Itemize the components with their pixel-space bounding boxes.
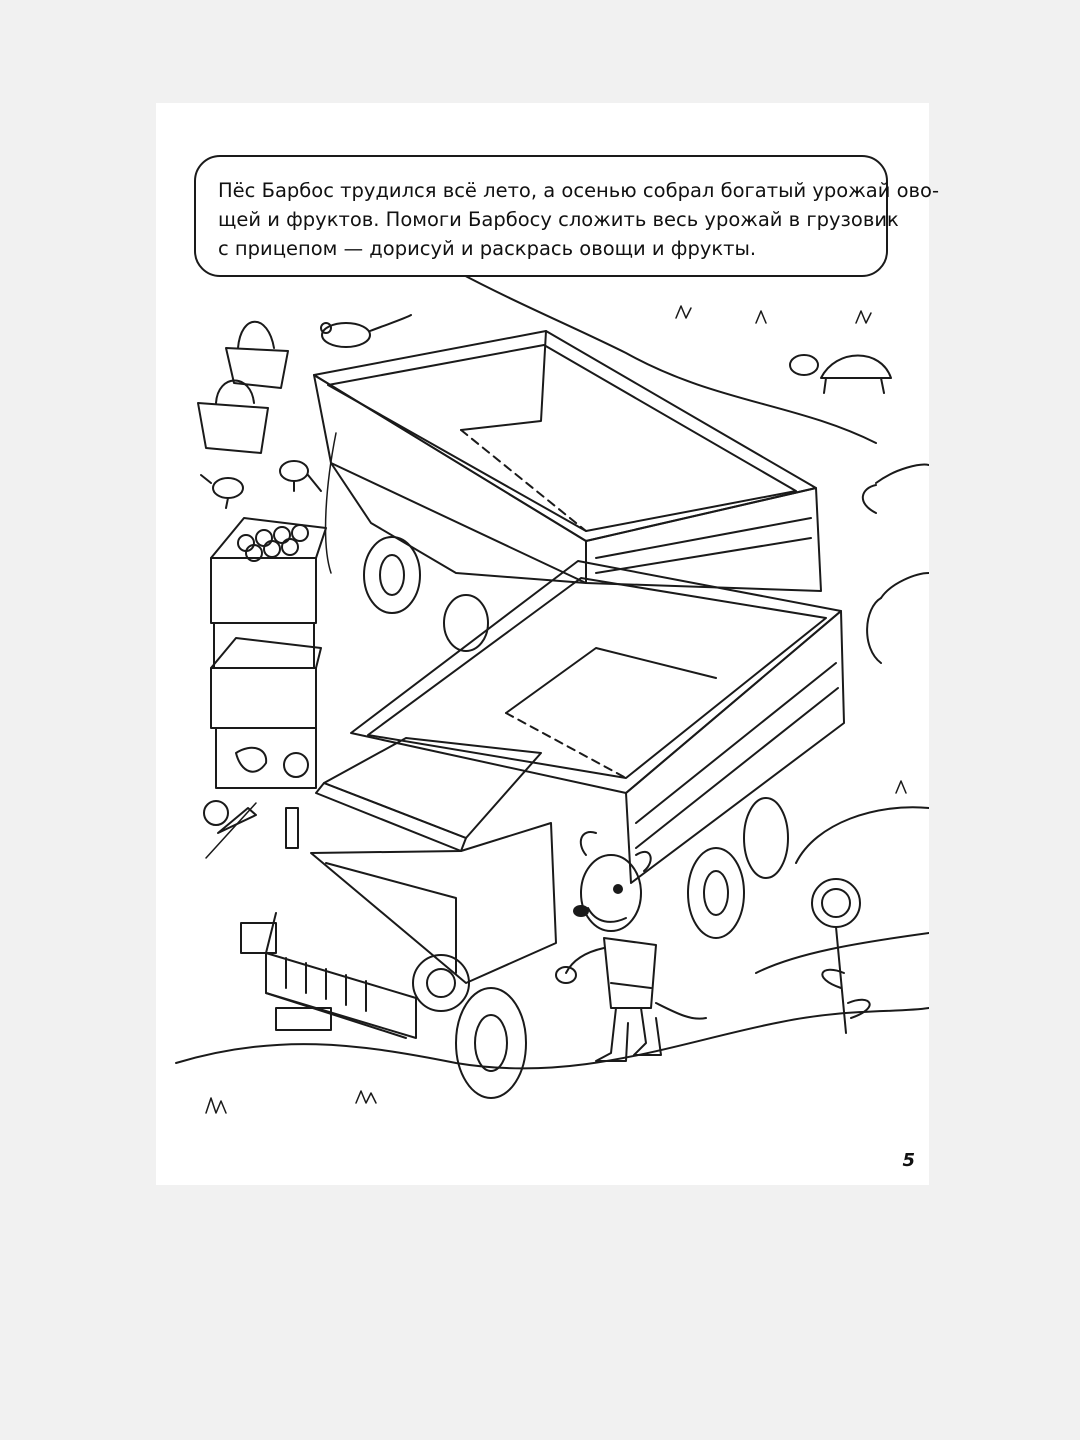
vegetables xyxy=(204,748,308,858)
instruction-line: щей и фруктов. Помоги Барбосу сложить весь урожай в грузовик xyxy=(218,208,899,231)
coloring-book-page xyxy=(156,103,939,1185)
page-number: 5 xyxy=(902,1150,915,1171)
trailer xyxy=(314,331,821,651)
baskets xyxy=(198,322,288,453)
grass-tufts xyxy=(206,306,906,1113)
instruction-bubble xyxy=(194,155,939,277)
road xyxy=(176,271,929,1068)
instruction-text xyxy=(218,176,939,263)
turtle xyxy=(790,355,891,393)
hills xyxy=(756,465,929,973)
birds xyxy=(201,461,321,508)
instruction-line: Пёс Барбос трудился всё лето, а осенью собрал богатый урожай ово- xyxy=(218,179,939,202)
mouse xyxy=(321,315,411,347)
instruction-line: с прицепом — дорисуй и раскрась овощи и фрукты. xyxy=(218,237,757,260)
sunflower xyxy=(812,879,870,1033)
truck-bed xyxy=(351,561,844,938)
crates xyxy=(211,518,326,788)
